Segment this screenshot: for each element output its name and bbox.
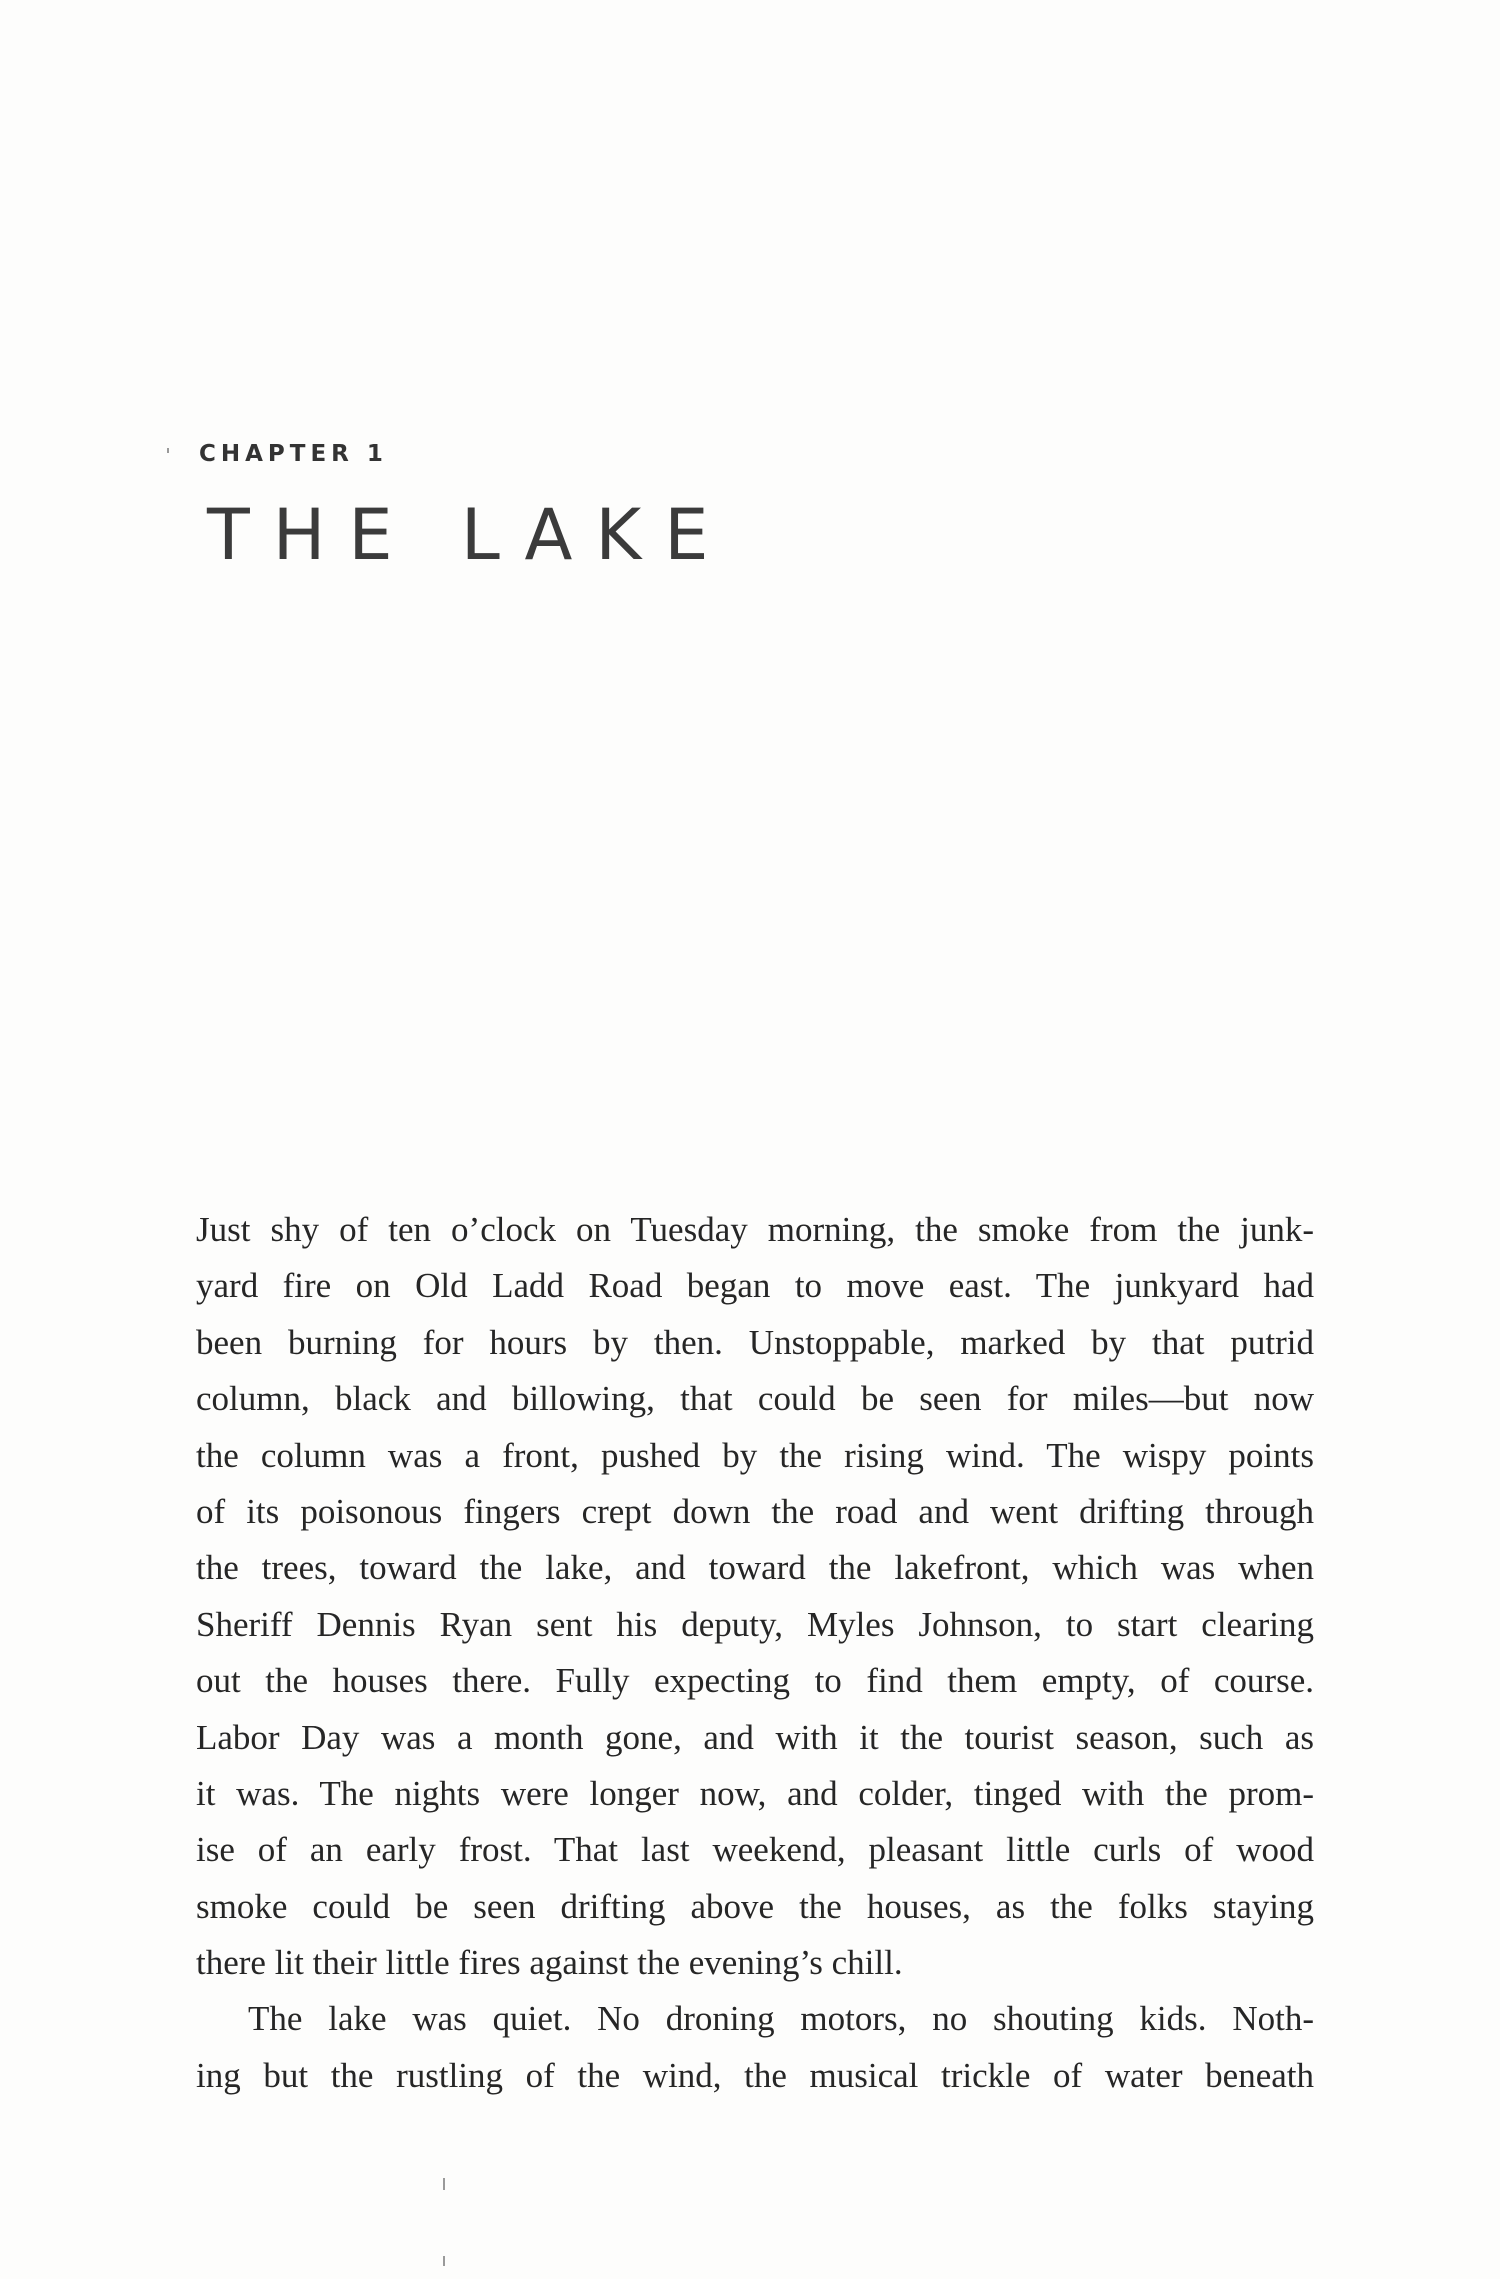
text-line: The lake was quiet. No droning motors, no shouting kids. Noth- <box>248 1999 1314 2039</box>
paragraph-2 <box>196 1991 1314 2104</box>
text-line: there lit their little fires against the evening’s chill. <box>196 1943 903 1983</box>
text-line: out the houses there. Fully expecting to find them empty, of course. <box>196 1661 1314 1701</box>
scan-speck <box>167 448 169 453</box>
text-line: column, black and billowing, that could be seen for miles—but now <box>196 1379 1314 1419</box>
chapter-title: THE LAKE <box>207 494 732 576</box>
scan-speck <box>443 2256 445 2266</box>
text-line: Sheriff Dennis Ryan sent his deputy, Myles Johnson, to start clearing <box>196 1604 1314 1644</box>
text-line: the trees, toward the lake, and toward the lakefront, which was when <box>196 1548 1314 1588</box>
text-line: Labor Day was a month gone, and with it the tourist season, such as <box>196 1717 1314 1757</box>
text-line: of its poisonous fingers crept down the road and went drifting through <box>196 1491 1314 1531</box>
text-line: the column was a front, pushed by the rising wind. The wispy points <box>196 1435 1314 1475</box>
text-line: been burning for hours by then. Unstoppable, marked by that putrid <box>196 1322 1314 1362</box>
text-line: Just shy of ten o’clock on Tuesday morning, the smoke from the junk- <box>196 1210 1314 1249</box>
text-line: ing but the rustling of the wind, the musical trickle of water beneath <box>196 2055 1314 2095</box>
text-line: smoke could be seen drifting above the houses, as the folks staying <box>196 1886 1314 1926</box>
text-line: it was. The nights were longer now, and colder, tinged with the prom- <box>196 1773 1314 1813</box>
text-line: ise of an early frost. That last weekend, pleasant little curls of wood <box>196 1830 1314 1870</box>
text-line: yard fire on Old Ladd Road began to move east. The junkyard had <box>196 1266 1314 1306</box>
body-text <box>196 1202 1314 2104</box>
paragraph-1 <box>196 1202 1314 1991</box>
scan-speck <box>443 2178 445 2190</box>
chapter-label: CHAPTER 1 <box>199 441 388 467</box>
